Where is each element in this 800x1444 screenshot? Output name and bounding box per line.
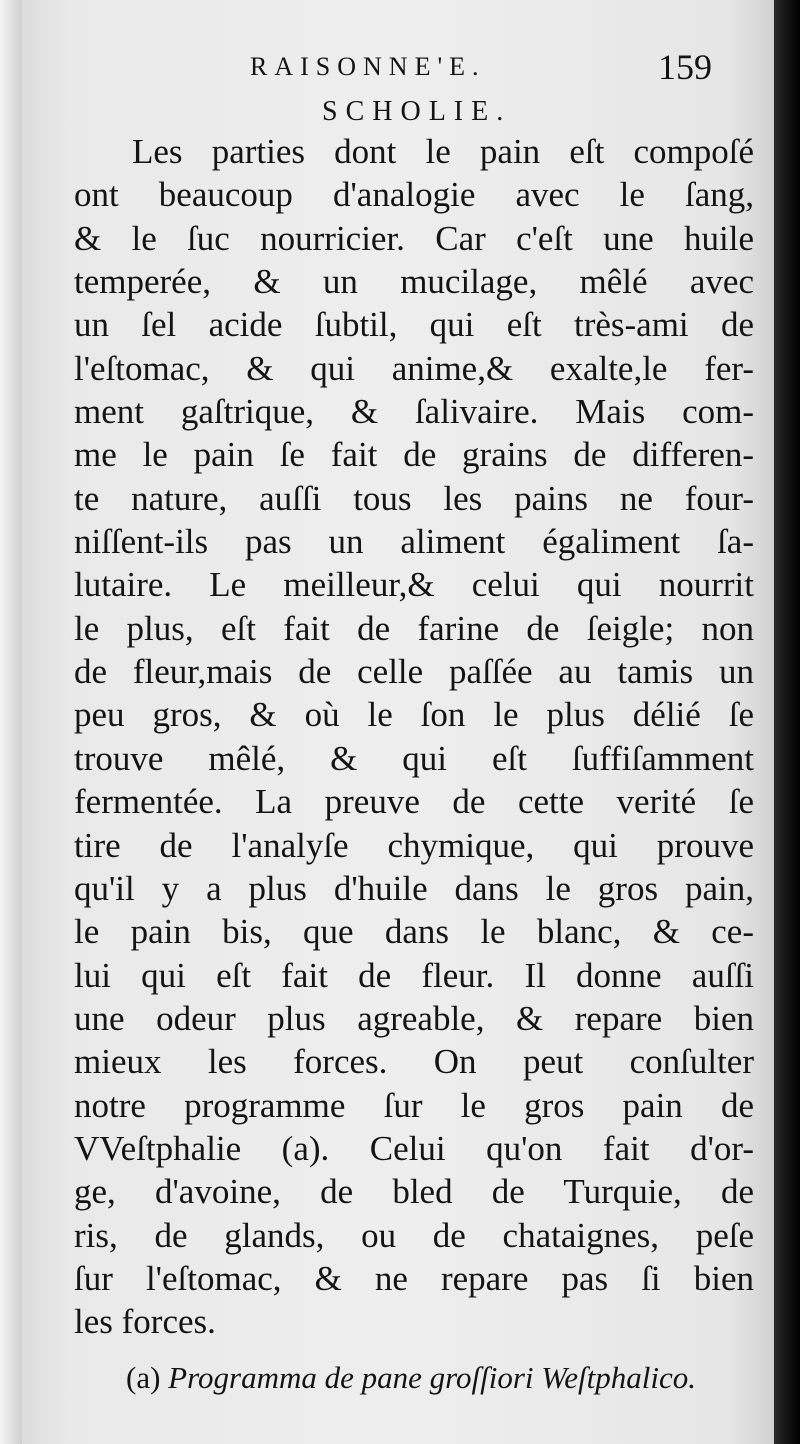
text-line: temperée, & un mucilage, mêlé avec bbox=[74, 262, 754, 302]
book-page bbox=[22, 0, 774, 1444]
text-line: peu gros, & où le ſon le plus délié ſe bbox=[74, 695, 754, 735]
text-line: fermentée. La preuve de cette verité ſe bbox=[74, 782, 754, 822]
text-line: l'eſtomac, & qui anime,& exalte,le fer- bbox=[74, 348, 754, 388]
footnote bbox=[126, 1360, 696, 1396]
text-line: & le ſuc nourricier. Car c'eſt une huile bbox=[74, 218, 754, 258]
text-line: Les parties dont le pain eſt compoſé bbox=[132, 132, 754, 171]
text-line: les forces. bbox=[74, 1302, 216, 1342]
text-line: de fleur,mais de celle paſſée au tamis un bbox=[74, 652, 754, 692]
text-line: VVeſtphalie (a). Celui qu'on fait d'or- bbox=[74, 1128, 754, 1168]
page-number: 159 bbox=[658, 47, 712, 87]
text-line: ge, d'avoine, de bled de Turquie, de bbox=[74, 1172, 754, 1212]
section-heading: SCHOLIE. bbox=[322, 96, 512, 127]
footnote-marker: (a) bbox=[126, 1360, 161, 1395]
text-line: lui qui eſt fait de fleur. Il donne auſſi bbox=[74, 955, 754, 995]
text-line: me le pain ſe fait de grains de differen- bbox=[74, 435, 754, 475]
text-line: un ſel acide ſubtil, qui eſt très-ami de bbox=[74, 305, 754, 345]
text-line: tire de l'analyſe chymique, qui prouve bbox=[74, 825, 754, 865]
text-line: notre programme ſur le gros pain de bbox=[74, 1085, 754, 1125]
text-line: te nature, auſſi tous les pains ne four- bbox=[74, 478, 754, 518]
text-line: ris, de glands, ou de chataignes, peſe bbox=[74, 1215, 754, 1255]
text-line: niſſent-ils pas un aliment égaliment ſa- bbox=[74, 522, 754, 562]
text-line: qu'il y a plus d'huile dans le gros pain, bbox=[74, 868, 754, 908]
running-title: RAISONNE'E. bbox=[250, 52, 486, 81]
text-line: mieux les forces. On peut conſulter bbox=[74, 1042, 754, 1082]
page-left-margin bbox=[0, 0, 22, 1444]
body-text bbox=[74, 130, 754, 1344]
text-line: ſur l'eſtomac, & ne repare pas ſi bien bbox=[74, 1258, 754, 1298]
footnote-text: Programma de pane groſſiori Weſtphalico. bbox=[168, 1360, 696, 1395]
text-line: le pain bis, que dans le blanc, & ce- bbox=[74, 912, 754, 952]
text-line: une odeur plus agreable, & repare bien bbox=[74, 998, 754, 1038]
page-right-shadow bbox=[774, 0, 800, 1444]
text-line: trouve mêlé, & qui eſt ſuffiſamment bbox=[74, 738, 754, 778]
text-line: ment gaſtrique, & ſalivaire. Mais com- bbox=[74, 392, 754, 432]
text-line: ont beaucoup d'analogie avec le ſang, bbox=[74, 175, 754, 215]
text-line: lutaire. Le meilleur,& celui qui nourrit bbox=[74, 565, 754, 605]
text-line: le plus, eſt fait de farine de ſeigle; non bbox=[74, 608, 754, 648]
